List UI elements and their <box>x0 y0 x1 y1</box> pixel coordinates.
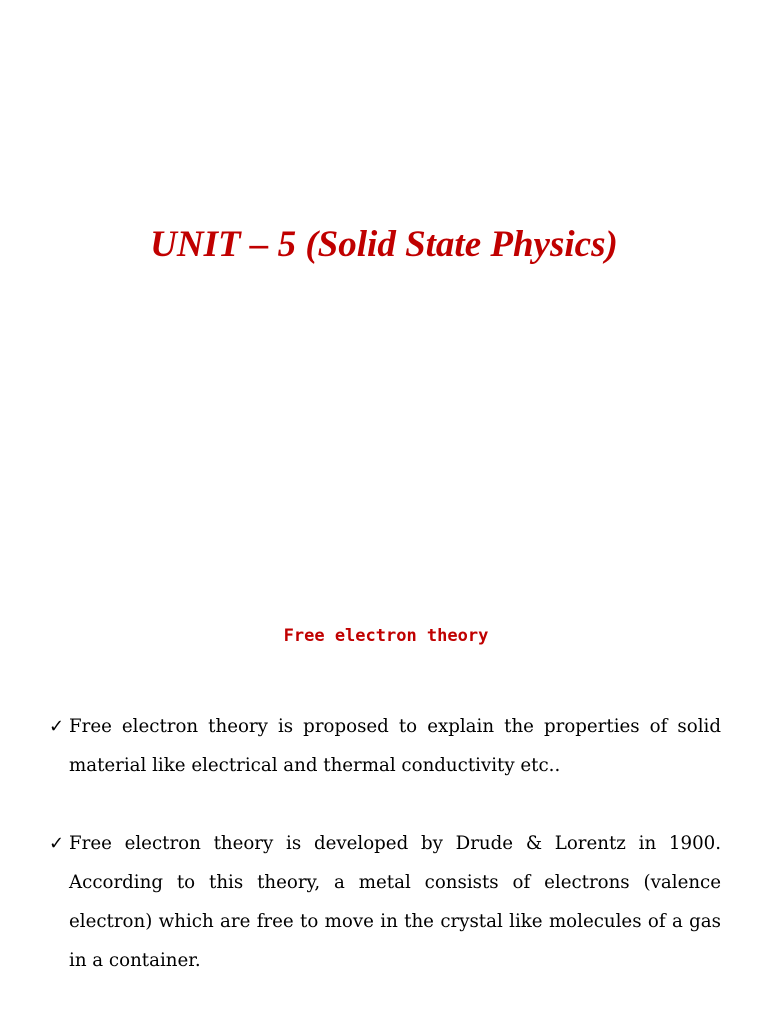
bullet-item <box>49 707 721 785</box>
bullet-text: Free electron theory is developed by Drude & Lorentz in 1900. According to this theory, a metal consists of electrons (valence electron) which are free to move in the crystal like molecules of a gas in a container. <box>69 833 721 971</box>
checkmark-icon: ✓ <box>49 716 65 737</box>
bullet-list <box>49 707 721 980</box>
checkmark-icon: ✓ <box>49 833 65 854</box>
bullet-text: Free electron theory is proposed to explain the properties of solid material like electrical and thermal conductivity etc.. <box>69 716 721 776</box>
bullet-item <box>49 824 721 980</box>
page-title: UNIT – 5 (Solid State Physics) <box>150 224 618 265</box>
section-heading: Free electron theory <box>283 626 489 646</box>
